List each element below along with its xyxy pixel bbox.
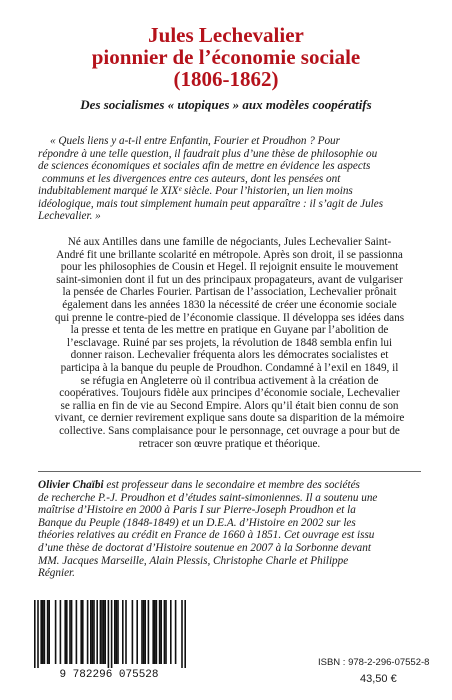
bio-first-line	[38, 479, 421, 492]
body-line: saint-simonien dont il fut un des principaux propagateurs, avant de vulgariser	[56, 273, 403, 286]
barcode-bar	[44, 600, 46, 664]
barcode	[20, 598, 198, 680]
barcode-bar	[181, 600, 183, 668]
barcode-bar	[80, 600, 82, 664]
bio-line: Banque du Peuple (1848-1849) et un D.E.A. d’Histoire en 2002 sur les	[38, 516, 356, 529]
barcode-bar	[55, 600, 57, 664]
body-line: collective. Sans complaisance pour le personnage, cet ouvrage a pour but de	[59, 424, 400, 437]
quote-line: Lechevalier. »	[38, 210, 101, 222]
barcode-bar	[141, 600, 143, 664]
barcode-bar	[87, 600, 89, 664]
section-divider	[38, 471, 421, 472]
body-line: également dans les années 1830 la nécessité de créer une économie sociale	[62, 298, 397, 311]
author-bio	[38, 479, 421, 580]
bio-first-line-rest: est professeur dans le secondaire et membre des sociétés	[103, 479, 360, 491]
barcode-bar	[148, 600, 150, 664]
isbn: ISBN : 978-2-296-07552-8	[318, 657, 430, 668]
bio-line: d’une thèse de doctorat d’Histoire soutenue en 2007 à la Sorbonne devant	[38, 541, 371, 554]
barcode-bar	[117, 600, 119, 664]
body-line: la presse et tenta de les mettre en pratique en Guyane par l’abolition de	[70, 324, 389, 337]
barcode-bar	[160, 600, 162, 664]
body-line: qui prenne le contre-pied de l’économie classique. Il développa ses idées dans	[54, 311, 405, 324]
barcode-bar	[100, 600, 102, 664]
barcode-bar	[144, 600, 146, 664]
bio-line: théories relatives au crédit en France de 1660 à 1851. Cet ouvrage est issu	[38, 529, 375, 542]
barcode-bar	[136, 600, 138, 664]
body-line: Né aux Antilles dans une famille de négociants, Jules Lechevalier Saint-	[67, 236, 392, 248]
barcode-bar	[125, 600, 127, 664]
barcode-bar	[159, 600, 161, 664]
barcode-bar	[170, 600, 172, 664]
barcode-bar	[82, 600, 84, 664]
quote-line: « Quels liens y a-t-il entre Enfantin, Fourier et Proudhon ? Pour	[50, 135, 341, 147]
summary-text	[38, 236, 421, 450]
barcode-digits: 9 782296 075528	[59, 669, 159, 680]
barcode-bar	[175, 600, 177, 664]
barcode-bar	[132, 600, 134, 664]
price: 43,50 €	[360, 673, 397, 685]
author-name: Olivier Chaïbi	[38, 479, 104, 491]
barcode-bar	[156, 600, 158, 664]
bio-line: maîtrise d’Histoire en 2000 à Paris I sur Pierre-Joseph Proudhon et la	[38, 504, 356, 517]
barcode-bar	[114, 600, 116, 664]
bio-line: Régnier.	[38, 567, 75, 580]
body-line: donner raison. Lechevalier fréquenta alors les démocrates socialistes et	[70, 349, 389, 362]
barcode-bar	[92, 600, 94, 664]
body-line: se réfugia en Angleterre où il contribua activement à la création de	[80, 374, 379, 387]
quote-line: communs et les divergences entre ces auteurs, dont les pensées ont	[42, 172, 341, 185]
barcode-bar	[122, 600, 124, 664]
barcode-bar	[111, 600, 113, 668]
barcode-bar	[165, 600, 167, 664]
quote-line: répondre à une telle question, il faudrait plus d’une thèse de philosophie ou	[38, 147, 378, 160]
quote-line: indubitablement marqué le XIXᵉ siècle. Pour l’historien, un lien moins	[38, 185, 353, 197]
bio-line: de recherche P.-J. Proudhon et d’études saint-simoniennes. Il a soutenu une	[38, 491, 378, 504]
barcode-bar	[60, 600, 62, 664]
barcode-bar	[101, 600, 103, 664]
barcode-bar	[164, 600, 166, 664]
barcode-bar	[64, 600, 66, 664]
epigraph-quote	[38, 135, 421, 223]
body-line: retracer son œuvre pratique et théorique.	[138, 437, 321, 450]
title-line-3: (1806-1862)	[173, 67, 279, 91]
quote-line: de sciences économiques et sociales afin de mettre en évidence les aspects	[38, 160, 371, 172]
barcode-bar	[69, 600, 71, 664]
barcode-bar	[184, 600, 186, 668]
barcode-bar	[71, 600, 73, 664]
barcode-bar	[48, 600, 50, 664]
barcode-bar	[37, 600, 39, 668]
barcode-bar	[154, 600, 156, 664]
book-subtitle: Des socialismes « utopiques » aux modèles coopératifs	[80, 97, 372, 112]
barcode-bar	[116, 600, 118, 664]
barcode-bar	[152, 600, 154, 664]
bio-line: MM. Jacques Marseille, Alain Plessis, Christophe Charle et Philippe	[38, 554, 349, 567]
body-line: participa à la banque du peuple de Proudhon. Condamné à l’exil en 1849, il	[60, 361, 399, 374]
barcode-bar	[66, 600, 68, 664]
body-line: pour les philosophies de Cousin et Hegel. Il rejoignit ensuite le mouvement	[60, 261, 399, 274]
barcode-bar	[47, 600, 49, 664]
book-title	[0, 24, 452, 90]
quote-line: idéologique, mais tout simplement humain peut apparaître : il s’agit de Jules	[38, 197, 384, 210]
barcode-bar	[90, 600, 92, 664]
title-line-2: pionnier de l’économie sociale	[91, 45, 361, 69]
barcode-bar	[34, 600, 36, 668]
barcode-bar	[103, 600, 105, 664]
body-line: vivant, ce dernier revirement explique sans doute sa disparition de la mémoire	[54, 412, 405, 425]
body-line: se rallia en fin de vie au Second Empire. Alors qu’il était bien connu de son	[60, 399, 399, 412]
barcode-bar	[76, 600, 78, 664]
body-line: André fit une brillante scolarité en métropole. Après son droit, il se passionna	[56, 248, 403, 261]
title-line-1: Jules Lechevalier	[148, 23, 304, 47]
barcode-bar	[104, 600, 106, 664]
barcode-bar	[42, 600, 44, 664]
barcode-bar	[40, 600, 42, 664]
body-line: l’esclavage. Ruiné par ses projets, la révolution de 1848 sembla enfin lui	[66, 336, 393, 349]
barcode-bar	[96, 600, 98, 664]
body-line: coopératives. Toujours fidèle aux principes d’économie sociale, Lechevalier	[59, 387, 400, 400]
barcode-bar	[93, 600, 95, 664]
body-line: la pensée de Charles Fourier. Partisan de l’association, Lechevalier prônait	[62, 286, 397, 299]
barcode-bar	[143, 600, 145, 664]
barcode-bar	[108, 600, 110, 668]
